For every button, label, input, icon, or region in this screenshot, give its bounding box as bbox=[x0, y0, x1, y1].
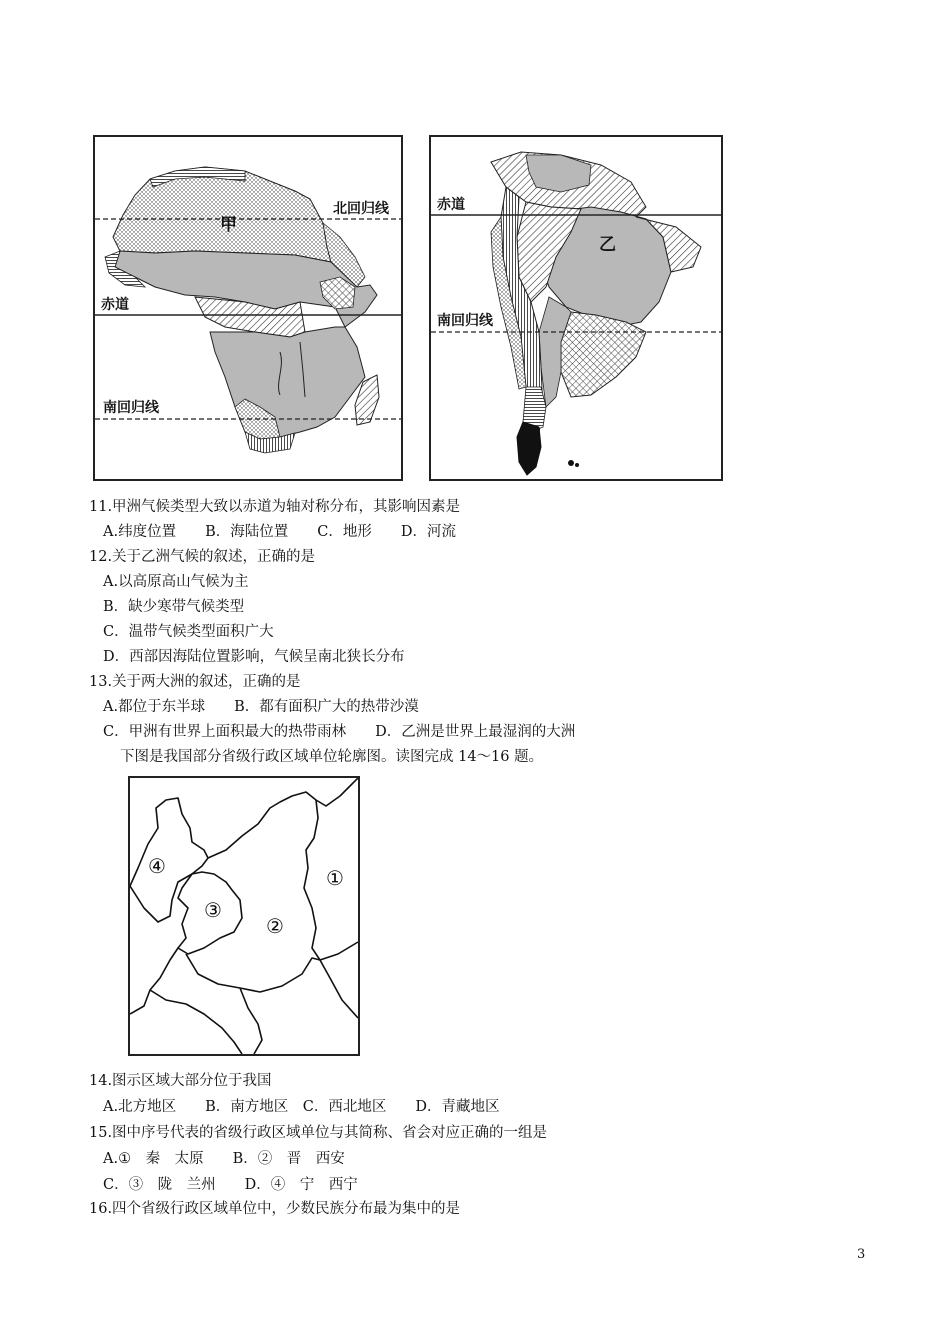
q13-options-ab: A.都位于东半球 B．都有面积广大的热带沙漠 bbox=[103, 699, 419, 715]
q12-option-c: C．温带气候类型面积广大 bbox=[103, 624, 274, 640]
q12-stem: 12.关于乙洲气候的叙述，正确的是 bbox=[89, 549, 316, 565]
china-province-map-graphic bbox=[130, 778, 358, 1054]
q11-stem: 11.甲洲气候类型大致以赤道为轴对称分布，其影响因素是 bbox=[89, 499, 461, 515]
q15-options-cd: C．③ 陇 兰州 D．④ 宁 西宁 bbox=[103, 1177, 358, 1193]
label-yi: 乙 bbox=[599, 235, 616, 255]
province-1-label: ① bbox=[326, 866, 344, 890]
page-number: 3 bbox=[857, 1247, 866, 1262]
q12-option-b: B．缺少寒带气候类型 bbox=[103, 599, 245, 615]
q14-stem: 14.图示区域大部分位于我国 bbox=[89, 1073, 272, 1089]
label-jia: 甲 bbox=[220, 215, 237, 235]
africa-tropic-cancer-label: 北回归线 bbox=[333, 201, 389, 217]
south-america-map-graphic bbox=[431, 137, 721, 479]
intro-text: 下图是我国部分省级行政区域单位轮廓图。读图完成 14～16 题。 bbox=[120, 749, 544, 765]
q12-option-d: D．西部因海陆位置影响，气候呈南北狭长分布 bbox=[103, 649, 405, 665]
q16-stem: 16.四个省级行政区域单位中，少数民族分布最为集中的是 bbox=[89, 1201, 461, 1217]
province-2-label: ② bbox=[266, 914, 284, 938]
province-3-label: ③ bbox=[204, 898, 222, 922]
q12-option-a: A.以高原高山气候为主 bbox=[103, 574, 249, 590]
q13-options-cd: C．甲洲有世界上面积最大的热带雨林 D．乙洲是世界上最湿润的大洲 bbox=[103, 724, 576, 740]
q11-options: A.纬度位置 B．海陆位置 C．地形 D．河流 bbox=[103, 524, 456, 540]
africa-map-graphic bbox=[95, 137, 401, 479]
africa-equator-label: 赤道 bbox=[101, 297, 129, 313]
africa-map bbox=[93, 135, 403, 481]
sa-tropic-capricorn-label: 南回归线 bbox=[437, 313, 493, 329]
africa-tropic-capricorn-label: 南回归线 bbox=[103, 400, 159, 416]
south-america-map bbox=[429, 135, 723, 481]
china-province-map bbox=[128, 776, 360, 1056]
q15-stem: 15.图中序号代表的省级行政区域单位与其简称、省会对应正确的一组是 bbox=[89, 1125, 548, 1141]
q13-stem: 13.关于两大洲的叙述，正确的是 bbox=[89, 674, 301, 690]
sa-equator-label: 赤道 bbox=[437, 197, 465, 213]
province-4-label: ④ bbox=[148, 854, 166, 878]
q15-options-ab: A.① 秦 太原 B．② 晋 西安 bbox=[103, 1151, 345, 1167]
q14-options: A.北方地区 B．南方地区 C．西北地区 D．青藏地区 bbox=[103, 1099, 500, 1115]
